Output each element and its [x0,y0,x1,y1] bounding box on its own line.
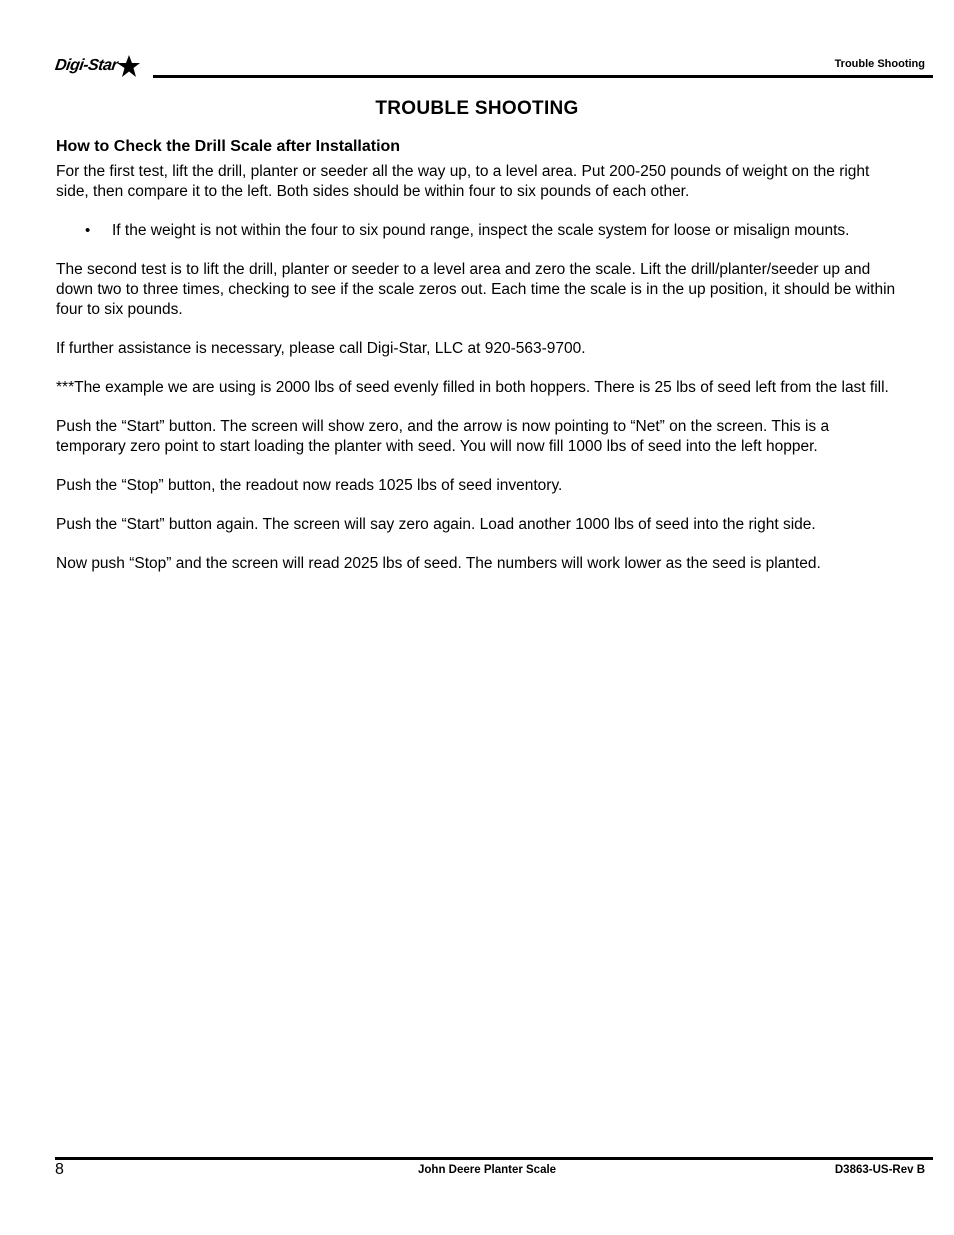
paragraph-second-test: The second test is to lift the drill, planter or seeder to a level area and zero the scale. Lift the drill/planter/seeder up and down two to three times, checking to see if the scale zeros out. Each time the scale is in the up position, it should be within four to six pounds. [56,261,896,318]
footer-product-name: John Deere Planter Scale [418,1164,557,1176]
page-number: 8 [55,1161,64,1178]
header-rule [153,75,933,78]
bullet-icon: • [85,222,91,239]
paragraph-final-stop: Now push “Stop” and the screen will read 2025 lbs of seed. The numbers will work lower as the seed is planted. [56,555,821,572]
paragraph-example: ***The example we are using is 2000 lbs of seed evenly filled in both hoppers. There is 25 lbs of seed left from the last fill. [56,379,889,396]
paragraph-stop: Push the “Stop” button, the readout now reads 1025 lbs of seed inventory. [56,477,563,494]
bullet-text: If the weight is not within the four to six pound range, inspect the scale system for loose or misalign mounts. [112,222,850,239]
star-icon [115,54,141,78]
page-footer [55,1157,933,1187]
bullet-item [85,221,901,241]
footer-document-code: D3863-US-Rev B [834,1164,925,1176]
paragraph-start: Push the “Start” button. The screen will show zero, and the arrow is now pointing to “Net” on the screen. This is a temporary zero point to start loading the planter with seed. You will now fill 1000 lbs of seed into the left hopper. [56,418,830,455]
main-content [56,137,901,593]
paragraph-start-again: Push the “Start” button again. The screen will say zero again. Load another 1000 lbs of seed into the right side. [56,516,816,533]
page-title: TROUBLE SHOOTING [375,98,579,119]
page-header [55,50,933,80]
digi-star-logo [55,54,141,78]
paragraph-first-test: For the first test, lift the drill, planter or seeder all the way up, to a level area. Put 200-250 pounds of weight on the right side, then compare it to the left. Both sides should be within four to six pounds of each other. [56,163,870,200]
logo-text: Digi-Star [53,57,119,74]
bullet-list [56,221,901,241]
paragraph-assistance: If further assistance is necessary, please call Digi-Star, LLC at 920-563-9700. [56,340,586,357]
section-heading: How to Check the Drill Scale after Installation [56,138,401,155]
footer-rule [55,1157,933,1160]
header-section-title: Trouble Shooting [834,58,925,70]
